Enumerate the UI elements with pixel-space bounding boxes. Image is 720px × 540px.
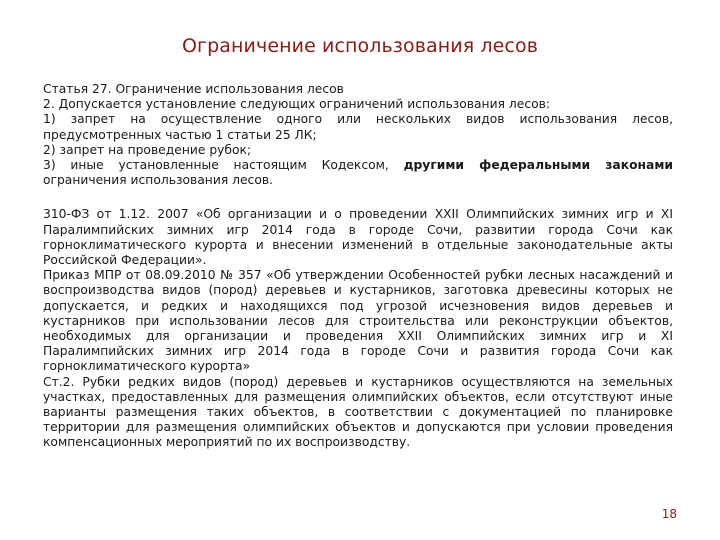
article-heading: Статья 27. Ограничение использования лесов [43, 82, 344, 96]
slide-title: Ограничение использования лесов [181, 35, 539, 57]
page-number: 18 [661, 507, 677, 521]
restriction-item-3 [43, 158, 673, 188]
slide-body [43, 82, 673, 451]
section-spacer [43, 188, 673, 207]
restriction-item-1: 1) запрет на осуществление одного или нескольких видов использования лесов, предусмотренных частью 1 статьи 25 ЛК; [43, 112, 673, 142]
article-2-clause: Ст.2. Рубки редких видов (пород) деревьев и кустарников осуществляются на земельных участках, предоставленных для размещения олимпийских объектов, если отсутствуют иные варианты размещения таких объектов, в соответствии с документацией по планировке территории для размещения олимпийских объектов и допускаются при условии проведения компенсационных мероприятий по их воспроизводству. [43, 374, 673, 450]
restriction-item-3-start: 3) иные установленные настоящим Кодексом, [43, 158, 404, 173]
restriction-item-3-end: ограничения использования лесов. [43, 173, 273, 188]
federal-law-reference: 310-ФЗ от 1.12. 2007 «Об организации и о проведении XXII Олимпийских зимних игр и XI Паралимпийских зимних игр 2014 года в городе Сочи, развитии города Сочи как горноклиматического курорта и внесении изменений в отдельные законодательные акты Российской Федерации». [43, 207, 673, 268]
restriction-item-3-emphasis: другими федеральными законами [403, 158, 673, 173]
article-intro: 2. Допускается установление следующих ограничений использования лесов: [43, 97, 550, 112]
ministry-order-reference: Приказ МПР от 08.09.2010 № 357 «Об утверждении Особенностей рубки лесных насаждений и воспроизводства видов (пород) деревьев и кустарников, заготовка древесины которых не допускается, и редких и находящихся под угрозой исчезновения видов деревьев и кустарников при использовании лесов для строительства или реконструкции объектов, необходимых для организации и проведения XXII Олимпийских зимних игр и XI Паралимпийских зимних игр 2014 года в городе Сочи и развития города Сочи как горноклиматического курорта» [43, 268, 673, 374]
restriction-item-2: 2) запрет на проведение рубок; [43, 142, 252, 157]
